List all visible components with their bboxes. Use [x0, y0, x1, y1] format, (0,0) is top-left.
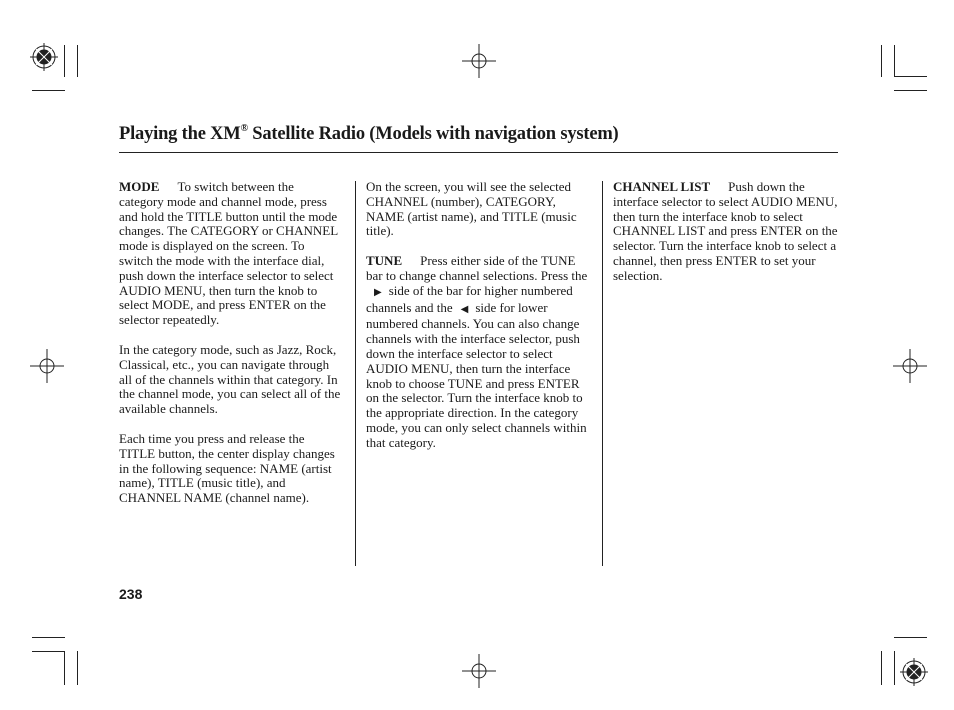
crop-mark [881, 651, 882, 685]
column-divider [602, 181, 603, 566]
category-mode-paragraph: In the category mode, such as Jazz, Rock, Classical, etc., you can navigate through all of the channels within that category. In the channel mode, you can select all of the available channels. [119, 341, 341, 417]
registration-target-icon [900, 658, 928, 686]
column-divider [355, 181, 356, 566]
mode-paragraph [119, 180, 341, 328]
registration-target-icon [30, 43, 58, 71]
crop-mark [894, 651, 895, 685]
crosshair-icon [30, 349, 64, 383]
title-text: Playing the XM [119, 124, 241, 145]
channel-list-text: Push down the interface selector to select AUDIO MENU, then turn the interface knob to select CHANNEL LIST and press ENTER on the selector. Turn the interface knob to select a channel, then press ENTER to set your selection. [613, 179, 838, 283]
crop-mark [881, 45, 882, 77]
tune-paragraph [366, 254, 592, 450]
tune-text: side of the bar for higher numbered channels and the [366, 282, 573, 315]
crop-mark [894, 90, 927, 91]
channel-list-heading: CHANNEL LIST [613, 179, 711, 194]
arrow-left-icon: ◀ [460, 303, 469, 315]
crosshair-icon [462, 44, 496, 78]
title-button-paragraph: Each time you press and release the TITLE button, the center display changes in the following sequence: NAME (artist name), TITLE (music title), and CHANNEL NAME (channel name). [119, 430, 335, 506]
crosshair-icon [462, 654, 496, 688]
mode-heading: MODE [119, 179, 160, 194]
crop-mark [32, 90, 65, 91]
title-rule [119, 152, 838, 153]
column-right [613, 180, 838, 299]
crop-mark [64, 45, 65, 77]
tune-text: side for lower numbered channels. You can also change channels with the interface selector, push down the interface selector to select AUDIO MENU, then turn the interface knob to choose TUNE and press ENTER on the selector. Turn the interface knob to the appropriate direction. In the category mode, you can only select channels within that category. [366, 299, 587, 450]
crop-mark [32, 637, 65, 638]
column-left [119, 180, 341, 521]
crop-mark [894, 45, 895, 77]
mode-text: To switch between the category mode and channel mode, press and hold the TITLE button until the mode changes. The CATEGORY or CHANNEL mode is displayed on the screen. To switch the mode with the interface dial, push down the interface selector to select AUDIO MENU, then turn the knob to select MODE, and press ENTER on the selector repeatedly. [119, 179, 338, 328]
channel-list-paragraph [613, 180, 838, 284]
registered-mark: ® [240, 123, 248, 134]
crop-mark [77, 45, 78, 77]
tune-text: Press either side of the TUNE bar to change channel selections. Press the [366, 253, 588, 283]
arrow-right-icon: ▶ [374, 286, 382, 298]
screen-info-paragraph: On the screen, you will see the selected CHANNEL (number), CATEGORY, NAME (artist name), and TITLE (music title). [366, 179, 577, 239]
title-text: Satellite Radio (Models with navigation system) [247, 124, 619, 145]
column-middle [366, 180, 592, 466]
crop-mark [32, 651, 65, 652]
crop-mark [894, 76, 927, 77]
page-number: 238 [119, 586, 143, 602]
crop-mark [64, 651, 65, 685]
crop-mark [77, 651, 78, 685]
crosshair-icon [893, 349, 927, 383]
crop-mark [894, 637, 927, 638]
tune-heading: TUNE [366, 253, 403, 269]
page-title [119, 124, 619, 145]
